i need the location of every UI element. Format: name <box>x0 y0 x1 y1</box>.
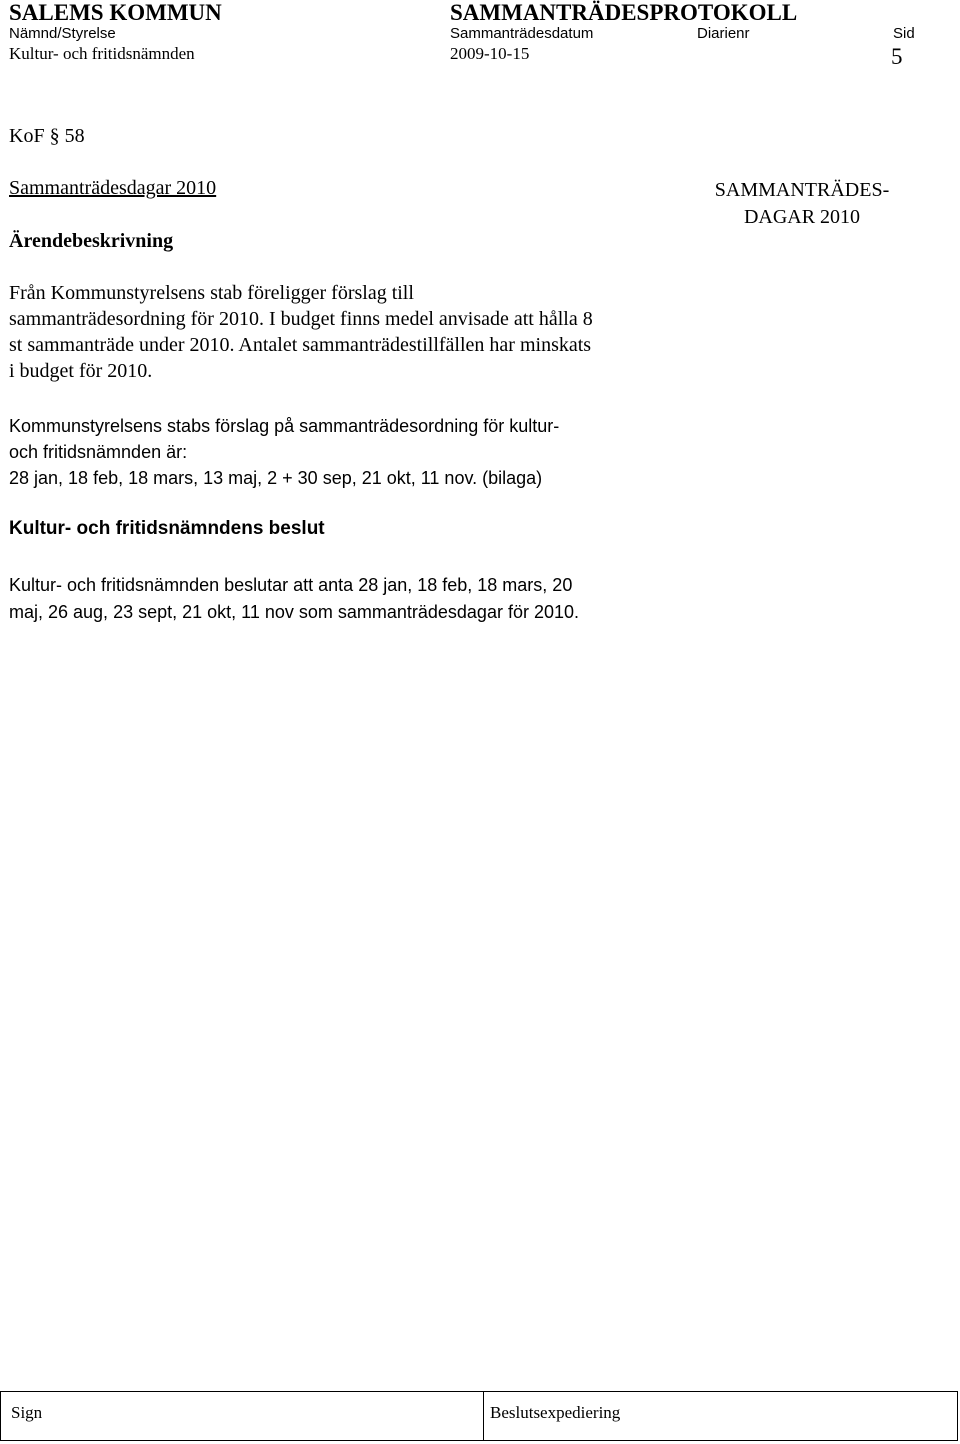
dispatch-cell <box>484 1392 959 1440</box>
side-heading <box>697 177 907 231</box>
proposal-paragraph <box>9 413 559 491</box>
description-paragraph <box>9 280 593 384</box>
document-title: SAMMANTRÄDESPROTOKOLL <box>450 0 798 25</box>
side-heading-line: DAGAR 2010 <box>743 206 861 228</box>
paragraph-line: i budget för 2010. <box>9 360 153 382</box>
description-heading: Ärendebeskrivning <box>9 230 174 252</box>
meeting-date: 2009-10-15 <box>450 44 530 63</box>
page-label: Sid <box>893 25 915 42</box>
paragraph-line: Kommunstyrelsens stabs förslag på sammanträdesordning för kultur- <box>9 416 560 436</box>
organization-name: SALEMS KOMMUN <box>9 0 222 25</box>
paragraph-line: Från Kommunstyrelsens stab föreligger förslag till <box>9 282 414 304</box>
section-number: KoF § 58 <box>9 125 85 147</box>
sign-label: Sign <box>11 1403 43 1422</box>
paragraph-line: maj, 26 aug, 23 sept, 21 okt, 11 nov som sammanträdesdagar för 2010. <box>9 602 579 622</box>
diary-number-label: Diarienr <box>697 25 750 42</box>
page-number: 5 <box>891 44 903 69</box>
paragraph-line: 28 jan, 18 feb, 18 mars, 13 maj, 2 + 30 sep, 21 okt, 11 nov. (bilaga) <box>9 468 543 488</box>
footer-table <box>0 1391 958 1441</box>
paragraph-line: Kultur- och fritidsnämnden beslutar att anta 28 jan, 18 feb, 18 mars, 20 <box>9 575 573 595</box>
committee-name: Kultur- och fritidsnämnden <box>9 44 195 63</box>
paragraph-line: st sammanträde under 2010. Antalet sammanträdestillfällen har minskats <box>9 334 592 356</box>
decision-paragraph <box>9 572 579 626</box>
meeting-date-label: Sammanträdesdatum <box>450 25 594 42</box>
dispatch-label: Beslutsexpediering <box>490 1403 621 1422</box>
sign-cell <box>1 1392 484 1440</box>
paragraph-line: sammanträdesordning för 2010. I budget finns medel anvisade att hålla 8 <box>9 308 593 330</box>
decision-heading: Kultur- och fritidsnämndens beslut <box>9 518 325 539</box>
side-heading-line: SAMMANTRÄDES- <box>714 179 890 201</box>
paragraph-line: och fritidsnämnden är: <box>9 442 188 462</box>
committee-label: Nämnd/Styrelse <box>9 25 116 42</box>
matter-heading: Sammanträdesdagar 2010 <box>9 177 217 199</box>
